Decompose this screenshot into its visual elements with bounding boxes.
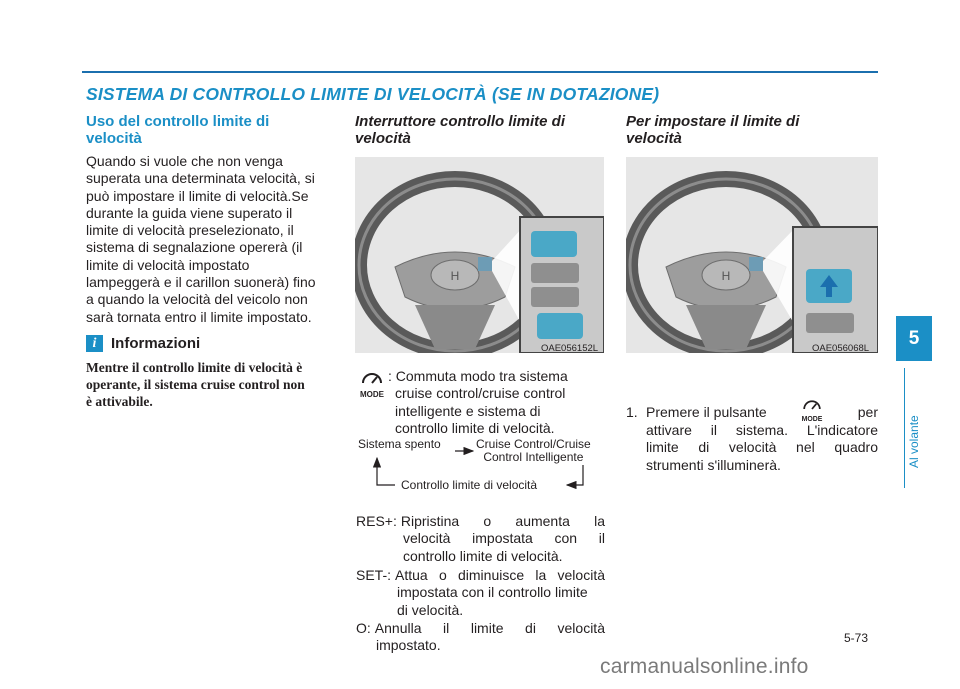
- svg-text:MODE: MODE: [360, 390, 384, 398]
- steering-wheel-illustration-2: [626, 157, 878, 353]
- flow-arrows: [355, 437, 605, 500]
- image-code-2: OAE056068L: [812, 343, 870, 354]
- res-definition: RES+: Ripristina o aumenta la velocità impostata con il controllo limite di velocità.: [356, 513, 605, 564]
- mode-icon: [358, 368, 386, 398]
- set-definition: SET-: Attua o diminuisce la velocità impostata con il controllo limite di velocità.: [356, 567, 605, 618]
- svg-text:H: H: [721, 269, 731, 283]
- svg-text:H: H: [450, 269, 460, 283]
- usage-paragraph: Quando si vuole che non venga superata una determinata velocità, si può impostare il limite di velocità.Se durante la guida viene superato il limite di velocità preselezionato, il sistema di segnalazione opererà (il limite di velocità impostato lampeggerà e il carillon suonerà) fino a quando la velocità del veicolo non sarà tornata entro il limite impostato.: [86, 153, 316, 325]
- section-heading-setting: Per impostare il limite di velocità: [626, 113, 800, 147]
- cancel-definition: O: Annulla il limite di velocità impostato.: [356, 620, 605, 654]
- page-title: SISTEMA DI CONTROLLO LIMITE DI VELOCITÀ (SE IN DOTAZIONE): [86, 84, 660, 104]
- steering-wheel-illustration-1: [355, 157, 604, 353]
- section-heading-switch: Interruttore controllo limite di velocità: [355, 113, 566, 147]
- info-icon: i: [86, 335, 103, 352]
- svg-text:MODE: MODE: [801, 416, 823, 422]
- image-code-1: OAE056152L: [541, 343, 599, 354]
- flow-state-limit: Controllo limite di velocità: [401, 478, 538, 492]
- flow-state-cruise: Cruise Control/Cruise Control Intelligente: [476, 437, 591, 464]
- watermark: carmanualsonline.info: [600, 655, 809, 678]
- section-heading-usage: Uso del controllo limite di velocità: [86, 113, 270, 147]
- header-rule: [82, 71, 878, 73]
- mode-button-icon: [799, 396, 825, 422]
- chapter-number-tab: 5: [896, 316, 932, 361]
- info-text: Mentre il controllo limite di velocità è operante, il sistema cruise control non è attivabile.: [86, 360, 305, 409]
- mode-description: : Commuta modo tra sistema cruise control/cruise control intelligente e sistema di controllo limite di velocità.: [388, 368, 568, 436]
- flow-state-off: Sistema spento: [358, 437, 441, 451]
- step-1: 1. Premere il pulsante MODE per attivare il sistema. L'indicatore limite di velocità nel quadro strumenti s'illuminerà.: [626, 404, 878, 474]
- page-number: 5-73: [844, 631, 869, 645]
- info-title: Informazioni: [111, 335, 201, 352]
- chapter-label: Al volante: [907, 415, 921, 468]
